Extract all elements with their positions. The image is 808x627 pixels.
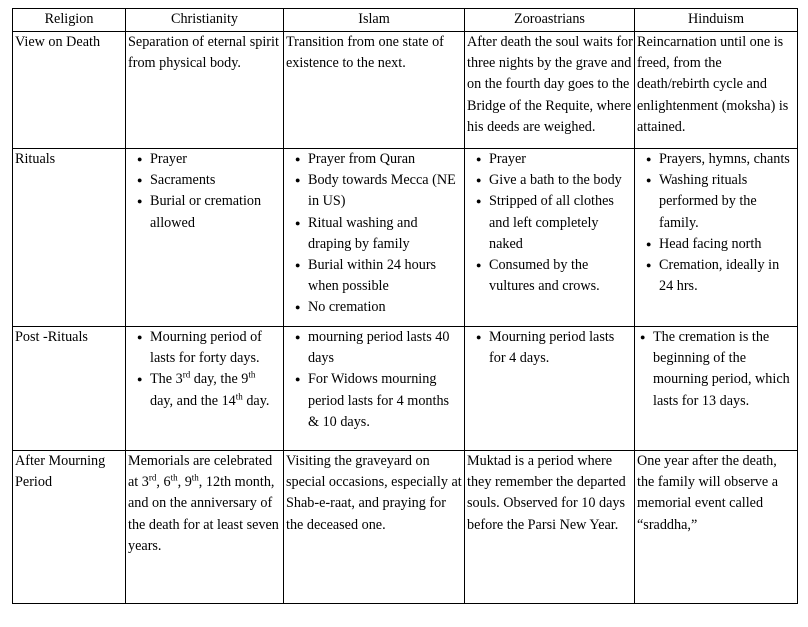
header-religion: Religion: [13, 9, 126, 32]
list-item: ● Prayer: [489, 149, 633, 170]
cell-hinduism: Reincarnation until one is freed, from the death/rebirth cycle and enlightenment (moksha) is attained.: [635, 32, 798, 149]
header-zoroastrians: Zoroastrians: [465, 9, 635, 32]
row-label: After Mourning Period: [13, 451, 126, 604]
header-hinduism: Hinduism: [635, 9, 798, 32]
list-item: ● Burial within 24 hours when possible: [308, 255, 463, 297]
cell-hinduism: [635, 149, 798, 327]
header-christianity: Christianity: [126, 9, 284, 32]
row-view-on-death: [13, 32, 798, 149]
list-item: ● Prayer from Quran: [308, 149, 463, 170]
list-item: ● Give a bath to the body: [489, 170, 633, 191]
list-item: ● Prayers, hymns, chants: [659, 149, 796, 170]
bullet-list: [637, 327, 796, 412]
header-islam: Islam: [284, 9, 465, 32]
list-item: ● The cremation is the beginning of the mourning period, which lasts for 13 days.: [653, 327, 796, 412]
list-item: ● Stripped of all clothes and left completely naked: [489, 191, 633, 255]
list-item: ● No cremation: [308, 297, 463, 318]
bullet-list: [286, 149, 463, 319]
cell-zoroastrians: After death the soul waits for three nights by the grave and on the fourth day goes to the Bridge of the Requite, where his deeds are weighed.: [465, 32, 635, 149]
cell-hinduism: [635, 327, 798, 451]
cell-christianity: Separation of eternal spirit from physical body.: [126, 32, 284, 149]
cell-hinduism: One year after the death, the family will observe a memorial event called “sraddha,”: [635, 451, 798, 604]
header-row: [13, 9, 798, 32]
list-item: ● mourning period lasts 40 days: [308, 327, 463, 369]
cell-christianity: [126, 327, 284, 451]
religion-comparison-table: [12, 8, 798, 604]
cell-islam: Visiting the graveyard on special occasions, especially at Shab-e-raat, and praying for the deceased one.: [284, 451, 465, 604]
list-item: ● Consumed by the vultures and crows.: [489, 255, 633, 297]
list-item: ● Sacraments: [150, 170, 282, 191]
list-item: ● Body towards Mecca (NE in US): [308, 170, 463, 212]
bullet-list: [467, 149, 633, 297]
list-item: ● Cremation, ideally in 24 hrs.: [659, 255, 796, 297]
list-item: ● Burial or cremation allowed: [150, 191, 282, 233]
bullet-list: [128, 149, 282, 234]
bullet-list: [286, 327, 463, 433]
list-item: ● Head facing north: [659, 234, 796, 255]
cell-islam: [284, 327, 465, 451]
list-item: ● Prayer: [150, 149, 282, 170]
cell-christianity: Memorials are celebrated at 3rd, 6th, 9th, 12th month, and on the anniversary of the death for at least seven years.: [126, 451, 284, 604]
cell-islam: [284, 149, 465, 327]
cell-christianity: [126, 149, 284, 327]
list-item: ● Mourning period lasts for 4 days.: [489, 327, 633, 369]
row-after-mourning-period: [13, 451, 798, 604]
row-rituals: [13, 149, 798, 327]
cell-zoroastrians: [465, 149, 635, 327]
row-label: Rituals: [13, 149, 126, 327]
bullet-list: [467, 327, 633, 369]
cell-islam: Transition from one state of existence to the next.: [284, 32, 465, 149]
bullet-list: [637, 149, 796, 297]
list-item: ● Mourning period of lasts for forty days.: [150, 327, 282, 369]
row-post-rituals: [13, 327, 798, 451]
cell-zoroastrians: Muktad is a period where they remember the departed souls. Observed for 10 days before the Parsi New Year.: [465, 451, 635, 604]
list-item: ● Ritual washing and draping by family: [308, 213, 463, 255]
bullet-list: [128, 327, 282, 412]
list-item: ● For Widows mourning period lasts for 4 months & 10 days.: [308, 369, 463, 433]
list-item: ● The 3rd day, the 9th day, and the 14th day.: [150, 369, 282, 411]
list-item: ● Washing rituals performed by the family.: [659, 170, 796, 234]
row-label: Post -Rituals: [13, 327, 126, 451]
row-label: View on Death: [13, 32, 126, 149]
cell-zoroastrians: [465, 327, 635, 451]
